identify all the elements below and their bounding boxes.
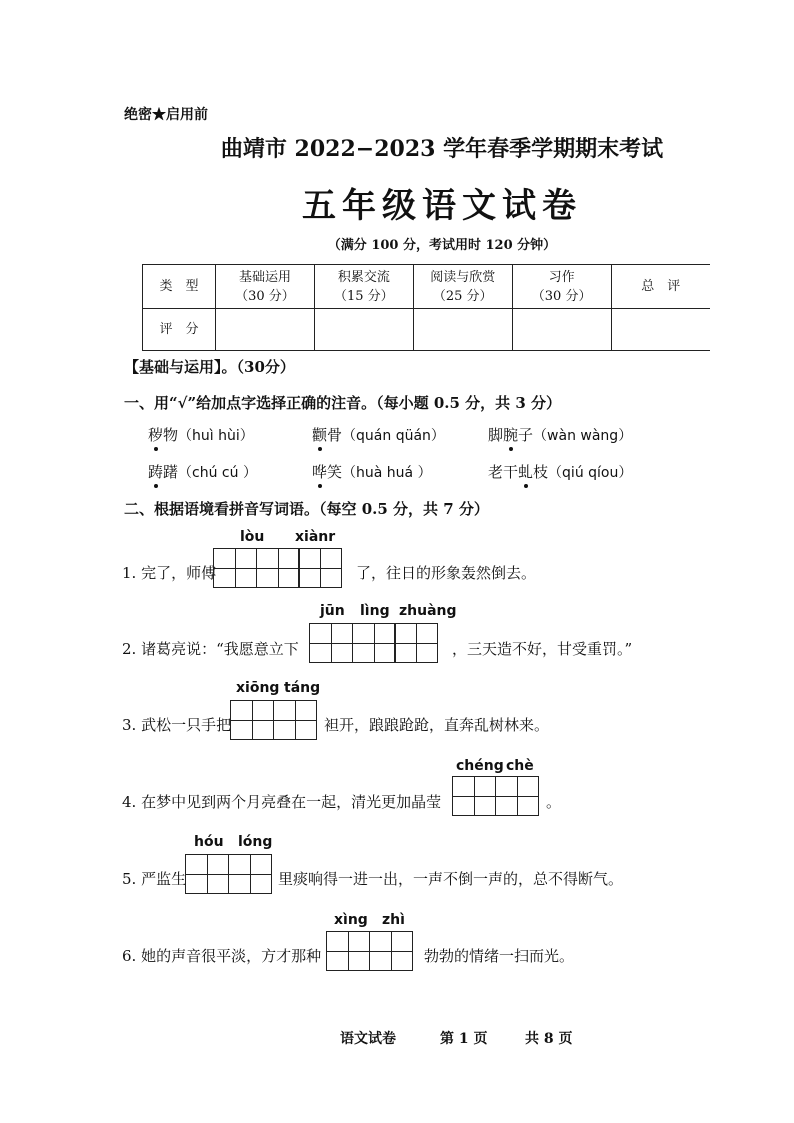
q1-item-4: 踌躇（chú cú ） — [148, 463, 257, 481]
q2-4-pinyin-1: chéng — [456, 758, 504, 774]
q1-item-1: 秽物（huì hùi） — [148, 426, 254, 444]
q2-3-after: 袒开，踉踉跄跄，直奔乱树林来。 — [324, 716, 550, 734]
tianzige-cell[interactable] — [309, 623, 353, 663]
score-table — [142, 264, 710, 351]
q2-3-pinyin-2: táng — [284, 680, 321, 696]
footer-page: 第 1 页 — [440, 1031, 488, 1047]
part1-heading: 【基础与运用】。（30分） — [124, 358, 295, 376]
q2-6-after: 勃勃的情绪一扫而光。 — [424, 947, 575, 965]
q2-3-answer-grid[interactable] — [230, 700, 317, 740]
q2-1-before: 1. 完了，师傅 — [122, 564, 217, 582]
score-col-3: 阅读与欣赏 （25 分） — [413, 265, 512, 309]
q2-2-pinyin-3: zhuàng — [399, 603, 457, 619]
paper-title: 五年级语文试卷 — [302, 186, 582, 226]
score-col-4: 习作 （30 分） — [512, 265, 611, 309]
tianzige-cell[interactable] — [298, 548, 342, 588]
q2-1-answer-grid[interactable] — [213, 548, 342, 588]
q2-6-answer-grid[interactable] — [326, 931, 413, 971]
tianzige-cell[interactable] — [273, 700, 317, 740]
score-cell[interactable] — [611, 309, 710, 351]
tianzige-cell[interactable] — [256, 548, 300, 588]
tianzige-cell[interactable] — [394, 623, 438, 663]
tianzige-cell[interactable] — [352, 623, 396, 663]
score-col-1: 基础运用 （30 分） — [216, 265, 315, 309]
tianzige-cell[interactable] — [369, 931, 413, 971]
score-cell[interactable] — [314, 309, 413, 351]
q2-5-answer-grid[interactable] — [185, 854, 272, 894]
q2-1-pinyin-1: lòu — [240, 529, 265, 545]
q2-3-before: 3. 武松一只手把 — [122, 716, 232, 734]
q2-heading: 二、根据语境看拼音写词语。（每空 0.5 分，共 7 分） — [124, 500, 489, 518]
q2-2-answer-grid[interactable] — [309, 623, 438, 663]
total-label: 总 评 — [611, 265, 710, 309]
q2-4-pinyin-2: chè — [506, 758, 534, 774]
score-cell[interactable] — [413, 309, 512, 351]
tianzige-cell[interactable] — [495, 776, 539, 816]
type-label: 类 型 — [143, 265, 216, 309]
tianzige-cell[interactable] — [228, 854, 272, 894]
score-cell[interactable] — [512, 309, 611, 351]
tianzige-cell[interactable] — [230, 700, 274, 740]
q2-6-pinyin-2: zhì — [382, 912, 405, 928]
tianzige-cell[interactable] — [326, 931, 370, 971]
q2-3-pinyin-1: xiōng — [236, 680, 280, 696]
q2-1-after: 了，往日的形象轰然倒去。 — [356, 564, 537, 582]
q2-4-answer-grid[interactable] — [452, 776, 539, 816]
q2-5-after: 里痰响得一进一出，一声不倒一声的，总不得断气。 — [278, 870, 624, 888]
q2-2-pinyin-2: lìng — [360, 603, 390, 619]
q2-5-before: 5. 严监生 — [122, 870, 187, 888]
exam-note: （满分 100 分，考试用时 120 分钟） — [327, 238, 557, 253]
q2-2-before: 2. 诸葛亮说：“我愿意立下 — [122, 640, 299, 658]
score-col-2: 积累交流 （15 分） — [314, 265, 413, 309]
score-label: 评 分 — [143, 309, 216, 351]
q2-1-pinyin-2: xiànr — [295, 529, 336, 545]
tianzige-cell[interactable] — [185, 854, 229, 894]
q2-4-before: 4. 在梦中见到两个月亮叠在一起，清光更加晶莹 — [122, 793, 442, 811]
q2-5-pinyin-1: hóu — [194, 834, 224, 850]
confidential-mark: 绝密★启用前 — [124, 107, 208, 123]
score-cell[interactable] — [216, 309, 315, 351]
q1-item-3: 脚腕子（wàn wàng） — [488, 426, 633, 444]
q2-4-after: 。 — [546, 793, 562, 811]
q2-5-pinyin-2: lóng — [238, 834, 273, 850]
q2-2-pinyin-1: jūn — [320, 603, 345, 619]
q1-item-6: 老干虬枝（qiú qíou） — [488, 463, 633, 481]
q2-6-before: 6. 她的声音很平淡，方才那种 — [122, 947, 322, 965]
tianzige-cell[interactable] — [452, 776, 496, 816]
footer-total: 共 8 页 — [525, 1031, 573, 1047]
q2-6-pinyin-1: xìng — [334, 912, 368, 928]
exam-title: 曲靖市 2022−2023 学年春季学期期末考试 — [220, 136, 664, 162]
tianzige-cell[interactable] — [213, 548, 257, 588]
q1-item-2: 颧骨（quán qüán） — [312, 426, 445, 444]
footer-subject: 语文试卷 — [340, 1031, 396, 1047]
q1-item-5: 哗笑（huà huá ） — [312, 463, 432, 481]
q1-heading: 一、用“√”给加点字选择正确的注音。（每小题 0.5 分，共 3 分） — [124, 394, 562, 412]
q2-2-after: ，三天造不好，甘受重罚。” — [452, 640, 633, 658]
